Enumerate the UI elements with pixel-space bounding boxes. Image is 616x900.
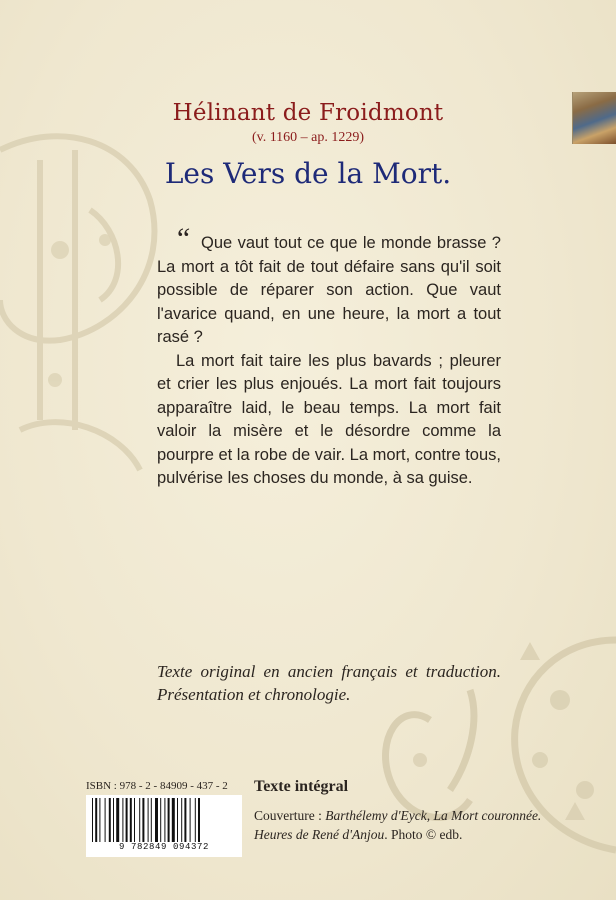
edition-note: Texte original en ancien français et traduction. Présentation et chronologie. xyxy=(157,662,501,704)
barcode-digits: 9 782849 094372 xyxy=(86,842,242,852)
isbn-number: ISBN : 978 - 2 - 84909 - 437 - 2 xyxy=(86,780,228,792)
author-dates: (v. 1160 – ap. 1229) xyxy=(251,130,365,145)
credits-source: Heures de René d'Anjou xyxy=(254,827,385,842)
excerpt-paragraph-1: Que vaut tout ce que le monde brasse ? La mort a tôt fait de tout défaire sans qu'il soit possible de réparer son action. Que vaut l'avarice quand, en une heure, la mort a tout rasé ? xyxy=(157,234,501,346)
credits-artwork: Barthélemy d'Eyck, La Mort couronnée. xyxy=(325,808,542,823)
author-name: Hélinant de Froidmont xyxy=(172,100,444,126)
opening-quote-mark: “ xyxy=(174,222,191,255)
excerpt-paragraph-2: La mort fait taire les plus bavards ; pleurer et crier les plus enjoués. La mort fait toujours apparaître laid, le beau temps. La mort fait valoir la misère et le désordre comme la pourpre et la robe de vair. La mort, contre tous, pulvérise les choses du monde, à sa guise. xyxy=(157,351,501,487)
edition-label: Texte intégral xyxy=(254,778,349,795)
excerpt-text xyxy=(157,232,501,491)
credits-label: Couverture : xyxy=(254,808,326,823)
credits-photo: . Photo © edb. xyxy=(384,827,463,842)
book-title: Les Vers de la Mort. xyxy=(164,157,452,190)
cover-credits xyxy=(254,806,554,844)
